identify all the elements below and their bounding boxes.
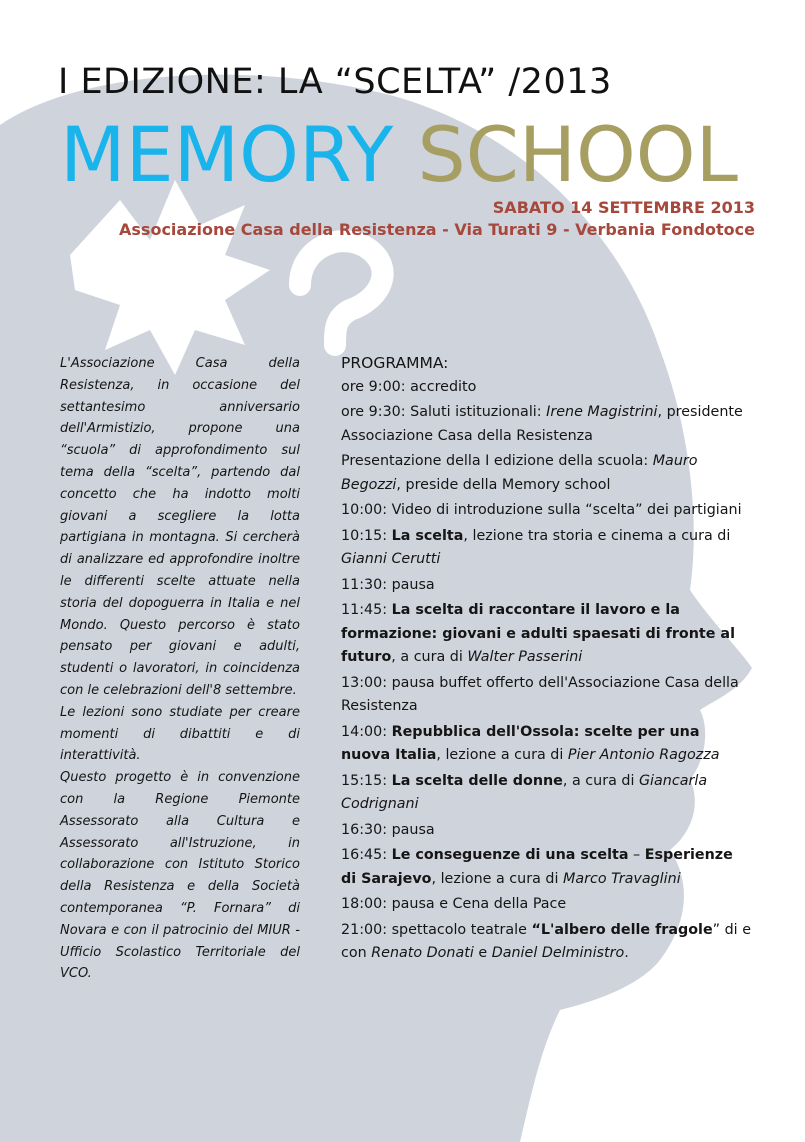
- lesson-title: Esperienze di Sarajevo: [341, 847, 733, 887]
- item-text: 13:00: pausa buffet offerto dell'Associazione Casa della Resistenza: [341, 674, 739, 714]
- program-item: [341, 599, 751, 670]
- item-text: , a cura di: [562, 772, 639, 789]
- item-text: , a cura di: [391, 649, 468, 665]
- program-item: [341, 770, 751, 817]
- program: [341, 352, 751, 968]
- program-item: [341, 450, 751, 497]
- item-text: , lezione a cura di: [436, 747, 568, 763]
- item-text: , preside della Memory school: [396, 476, 611, 493]
- item-text: Presentazione della I edizione della scuola:: [341, 453, 653, 469]
- program-item: [341, 525, 751, 572]
- item-text: .: [624, 945, 629, 961]
- lesson-title: Le conseguenze di una scelta: [391, 847, 629, 863]
- item-text: 16:30: pausa: [341, 821, 435, 838]
- item-text: 18:00: pausa e Cena della Pace: [341, 896, 567, 912]
- program-item: [341, 376, 751, 400]
- intro-paragraph: Questo progetto è in convenzione con la Regione Piemonte Assessorato alla Cultura e Assessorato all'Istruzione, in collaborazione con Istituto Storico della Resistenza e della Società contemporanea “P. Fornara” di Novara e con il patrocinio del MIUR - Ufficio Scolastico Territoriale del VCO.: [60, 770, 300, 982]
- item-text: 11:30: pausa: [341, 576, 435, 593]
- lesson-title: La scelta delle donne: [391, 772, 563, 789]
- lesson-title: La scelta: [391, 527, 464, 544]
- item-text: e: [473, 945, 492, 961]
- program-item: [341, 819, 751, 843]
- item-time: 10:15:: [341, 527, 392, 544]
- item-text: –: [628, 847, 645, 863]
- lesson-title: Repubblica dell'Ossola: scelte per una nuova Italia: [341, 723, 700, 763]
- event-date: SABATO 14 SETTEMBRE 2013: [492, 198, 755, 217]
- intro-text: [60, 353, 300, 985]
- item-text: 10:00: Video di introduzione sulla “scelta” dei partigiani: [341, 502, 742, 518]
- item-time: 16:45:: [341, 847, 392, 863]
- brand-word-memory: MEMORY: [60, 110, 394, 199]
- speaker-name: Daniel Delministro: [491, 945, 625, 961]
- program-item: [341, 721, 751, 768]
- speaker-name: Walter Passerini: [467, 649, 583, 665]
- program-item: [341, 499, 751, 523]
- speaker-name: Pier Antonio Ragozza: [567, 747, 720, 763]
- intro-paragraph: Le lezioni sono studiate per creare momenti di dibattiti e di interattività.: [60, 704, 300, 764]
- lesson-title: La scelta di raccontare il lavoro e la formazione: giovani e adulti spaesati di fronte al futuro: [341, 602, 735, 665]
- item-text: ” di e con: [341, 921, 751, 961]
- item-text: , presidente Associazione Casa della Resistenza: [341, 404, 743, 444]
- program-title: PROGRAMMA:: [341, 354, 449, 372]
- speaker-name: Gianni Cerutti: [341, 551, 441, 567]
- brand-word-school: SCHOOL: [417, 110, 738, 199]
- edition-heading: I EDIZIONE: LA “SCELTA” /2013: [58, 62, 612, 102]
- program-item: [341, 401, 751, 448]
- speaker-name: Marco Travaglini: [563, 870, 681, 887]
- item-text: , lezione a cura di: [431, 870, 563, 887]
- speaker-name: Renato Donati: [371, 945, 474, 961]
- show-title: “L'albero delle fragole: [531, 921, 713, 938]
- item-text: ore 9:30: Saluti istituzionali:: [341, 404, 547, 420]
- item-text: ore 9:00: accredito: [341, 378, 477, 395]
- program-item: [341, 919, 751, 966]
- program-item: [341, 844, 751, 891]
- program-item: [341, 893, 751, 917]
- speaker-name: Giancarla Codrignani: [341, 772, 708, 812]
- speaker-name: Irene Magistrini: [546, 404, 658, 420]
- intro-paragraph: L'Associazione Casa della Resistenza, in occasione del settantesimo anniversario dell'Armistizio, propone una “scuola” di approfondimento sul tema della “scelta”, partendo dal concetto che ha indotto molti giovani a scegliere la lotta partigiana in montagna. Si cercherà di analizzare ed approfondire inoltre le differenti scelte attuate nella storia del dopoguerra in Italia e nel Mondo. Questo percorso è stato pensato per giovani e adulti, studenti o lavoratori, in coincidenza con le celebrazioni dell'8 settembre.: [60, 356, 300, 698]
- program-item: [341, 672, 751, 719]
- brand-title: [60, 110, 738, 200]
- item-time: 11:45:: [341, 602, 392, 618]
- program-item: [341, 574, 751, 598]
- item-time: 14:00:: [341, 723, 392, 740]
- event-venue: Associazione Casa della Resistenza - Via Turati 9 - Verbania Fondotoce: [119, 220, 755, 239]
- item-text: , lezione tra storia e cinema a cura di: [463, 527, 731, 544]
- item-text: 21:00: spettacolo teatrale: [341, 921, 532, 938]
- item-time: 15:15:: [341, 772, 392, 789]
- speaker-name: Mauro Begozzi: [341, 453, 698, 493]
